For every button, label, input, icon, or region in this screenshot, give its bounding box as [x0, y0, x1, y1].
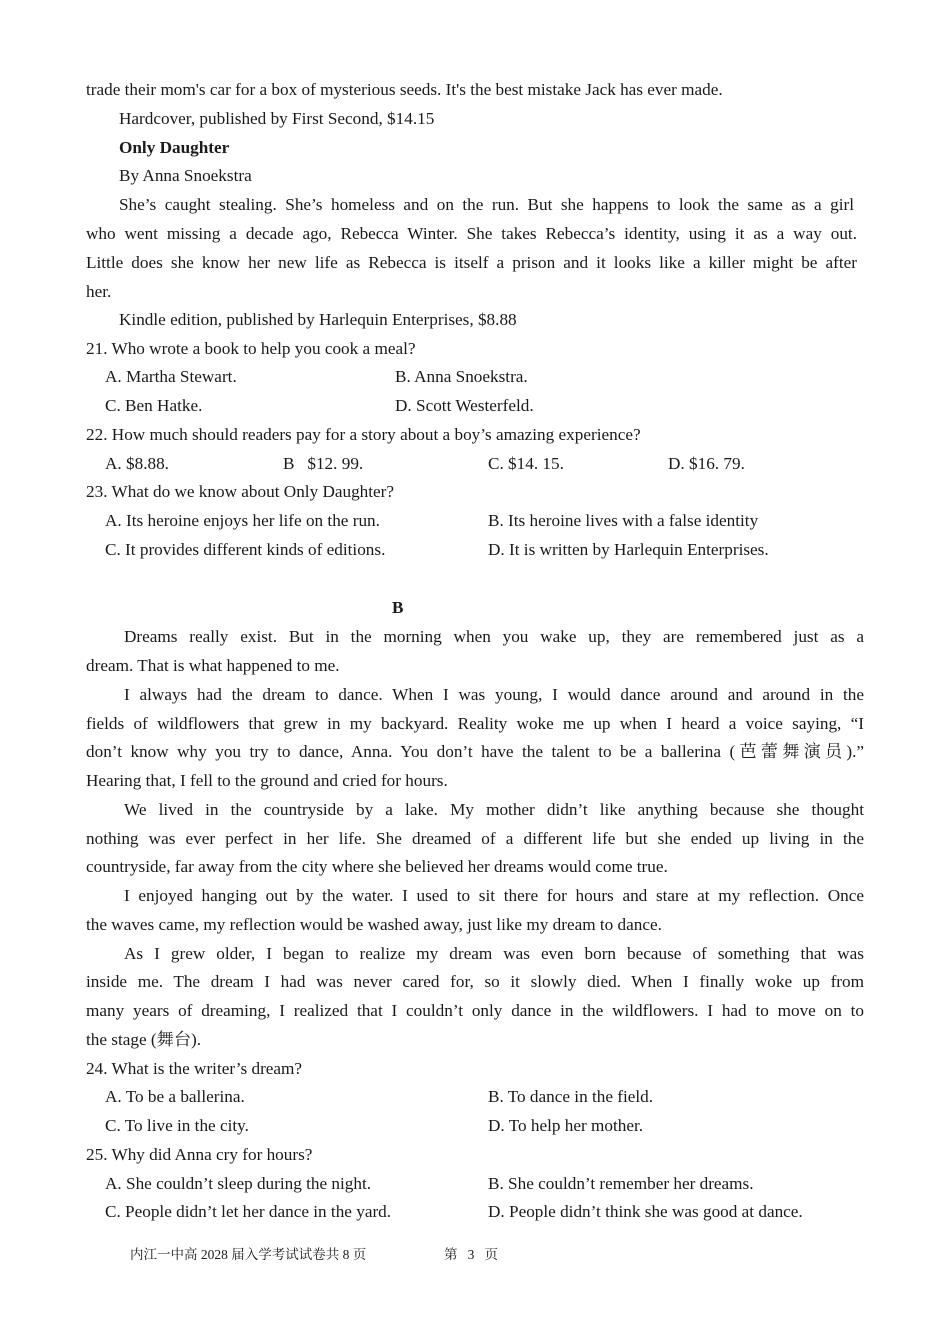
passage-line: inside me. The dream I had was never cared for, so it slowly died. When I finally woke up from	[86, 972, 864, 991]
question-24-option-b: B. To dance in the field.	[488, 1087, 654, 1106]
passage-line: dream. That is what happened to me.	[86, 656, 340, 675]
question-25-option-a: A. She couldn’t sleep during the night.	[105, 1174, 372, 1193]
passage-line: the stage (舞台).	[86, 1030, 202, 1049]
question-21-option-d: D. Scott Westerfeld.	[395, 396, 534, 415]
question-23-option-a: A. Its heroine enjoys her life on the run.	[105, 511, 380, 530]
passage-line: countryside, far away from the city where she believed her dreams would come true.	[86, 857, 668, 876]
footer-exam-info: 内江一中高 2028 届入学考试试卷共 8 页	[130, 1247, 367, 1262]
question-23-option-c: C. It provides different kinds of editions.	[105, 540, 386, 559]
question-22-option-d: D. $16. 79.	[668, 454, 745, 473]
book2-desc-line: She’s caught stealing. She’s homeless and on the run. But she happens to look the same as a girl	[119, 195, 854, 214]
question-22-option-c: C. $14. 15.	[488, 454, 564, 473]
book2-desc-line: Little does she know her new life as Rebecca is itself a prison and it looks like a killer might be after	[86, 253, 857, 272]
passage-line: nothing was ever perfect in her life. She dreamed of a different life but she ended up living in the	[86, 829, 864, 848]
passage-line: I enjoyed hanging out by the water. I used to sit there for hours and stare at my reflection. Once	[124, 886, 864, 905]
book2-desc-line: who went missing a decade ago, Rebecca Winter. She takes Rebecca’s identity, using it as a way out.	[86, 224, 857, 243]
book2-desc-line: her.	[86, 282, 112, 301]
book2-title: Only Daughter	[119, 138, 230, 157]
question-24-stem: 24. What is the writer’s dream?	[86, 1059, 303, 1078]
question-22-option-b: B $12. 99.	[283, 454, 364, 473]
passage-line: the waves came, my reflection would be washed away, just like my dream to dance.	[86, 915, 662, 934]
passage-line: We lived in the countryside by a lake. My mother didn’t like anything because she thought	[124, 800, 864, 819]
book2-edition: Kindle edition, published by Harlequin Enterprises, $8.88	[119, 310, 517, 329]
footer-page-number: 第 3 页	[444, 1247, 498, 1262]
question-24-option-c: C. To live in the city.	[105, 1116, 249, 1135]
book2-author: By Anna Snoekstra	[119, 166, 252, 185]
question-23-stem: 23. What do we know about Only Daughter?	[86, 482, 395, 501]
passage-line: don’t know why you try to dance, Anna. You don’t have the talent to be a ballerina (芭蕾舞演员).”	[86, 742, 864, 761]
question-21-option-b: B. Anna Snoekstra.	[395, 367, 528, 386]
question-25-stem: 25. Why did Anna cry for hours?	[86, 1145, 313, 1164]
question-25-option-b: B. She couldn’t remember her dreams.	[488, 1174, 754, 1193]
section-b-heading: B	[392, 598, 404, 617]
question-22-option-a: A. $8.88.	[105, 454, 169, 473]
question-21-stem: 21. Who wrote a book to help you cook a meal?	[86, 339, 416, 358]
question-23-option-d: D. It is written by Harlequin Enterprises.	[488, 540, 769, 559]
question-25-option-c: C. People didn’t let her dance in the yard.	[105, 1202, 392, 1221]
book1-edition: Hardcover, published by First Second, $14.15	[119, 109, 435, 128]
passage-line: many years of dreaming, I realized that I couldn’t only dance in the wildflowers. I had to move on to	[86, 1001, 864, 1020]
question-23-option-b: B. Its heroine lives with a false identity	[488, 511, 759, 530]
passage-line: fields of wildflowers that grew in my backyard. Reality woke me up when I heard a voice saying, “I	[86, 714, 864, 733]
question-21-option-a: A. Martha Stewart.	[105, 367, 237, 386]
passage-line: Dreams really exist. But in the morning when you wake up, they are remembered just as a	[124, 627, 864, 646]
question-24-option-d: D. To help her mother.	[488, 1116, 644, 1135]
book1-description-tail: trade their mom's car for a box of mysterious seeds. It's the best mistake Jack has ever made.	[86, 80, 723, 99]
passage-line: As I grew older, I began to realize my dream was even born because of something that was	[124, 944, 864, 963]
question-25-option-d: D. People didn’t think she was good at dance.	[488, 1202, 803, 1221]
passage-line: Hearing that, I fell to the ground and cried for hours.	[86, 771, 448, 790]
question-22-stem: 22. How much should readers pay for a story about a boy’s amazing experience?	[86, 425, 641, 444]
question-21-option-c: C. Ben Hatke.	[105, 396, 203, 415]
passage-line: I always had the dream to dance. When I was young, I would dance around and around in the	[124, 685, 864, 704]
question-24-option-a: A. To be a ballerina.	[105, 1087, 245, 1106]
